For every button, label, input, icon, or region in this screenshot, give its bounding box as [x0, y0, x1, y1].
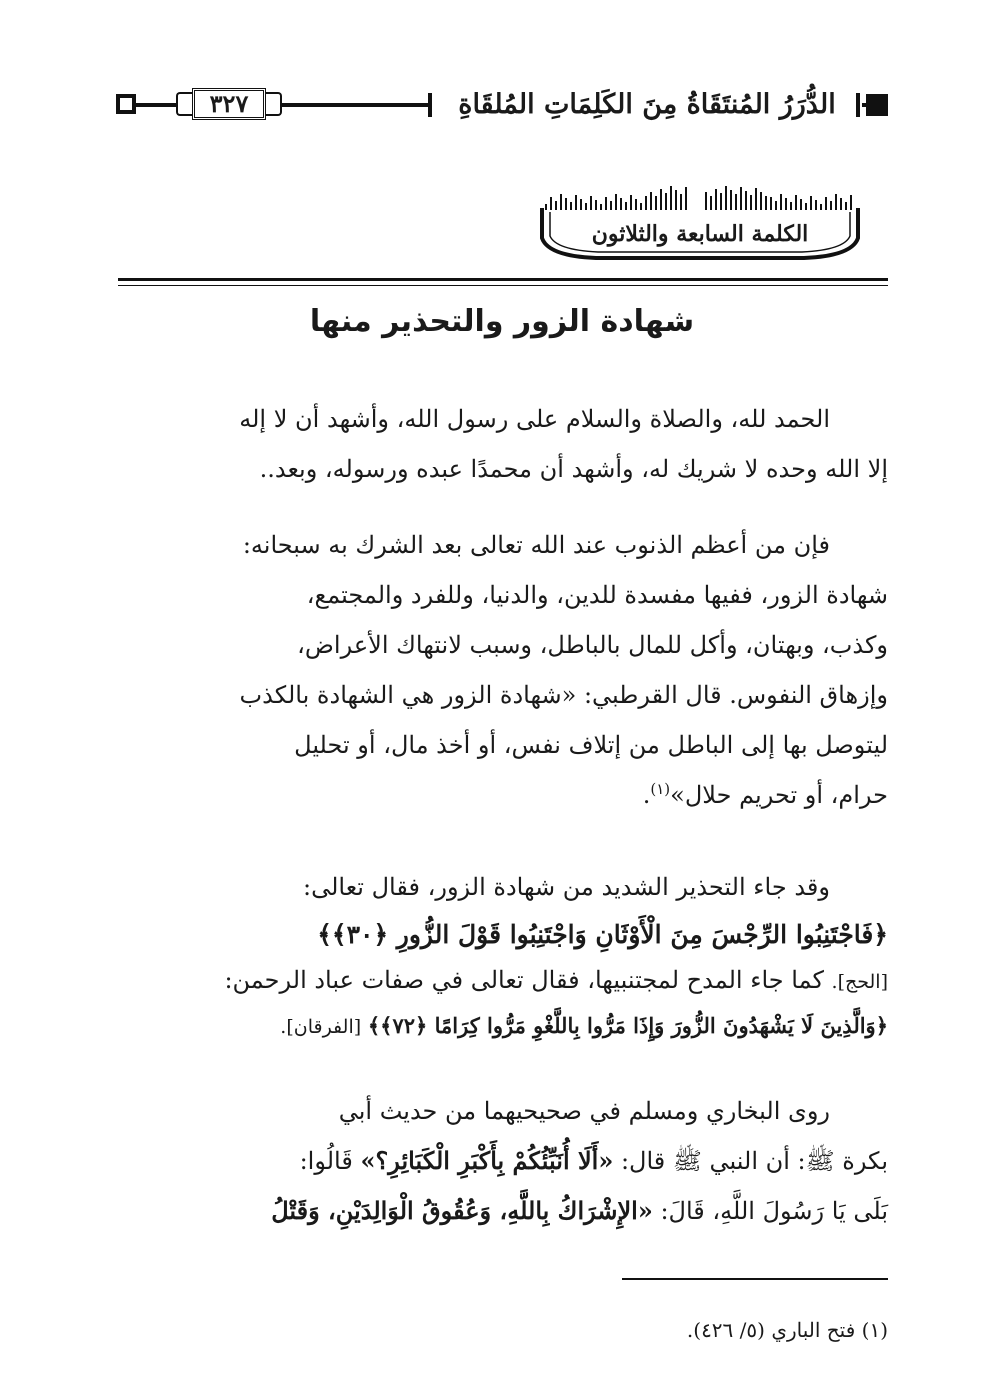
text-fragment: بكرة ﷺ: أن النبي ﷺ قال: [613, 1147, 888, 1175]
text-line: شهادة الزور، ففيها مفسدة للدين، والدنيا، وللفرد والمجتمع، [306, 581, 888, 609]
surah-reference: [الفرقان]. [280, 1016, 362, 1038]
text-line [118, 958, 888, 1004]
text-line [118, 1136, 888, 1186]
hadith-quote: «الإِشْرَاكُ بِاللَّهِ، وَعُقُوقُ الْوَالِدَيْنِ، وَقَتْلُ [271, 1196, 653, 1225]
paragraph-1 [118, 394, 888, 494]
text-line: روى البخاري ومسلم في صحيحيهما من حديث أبي [338, 1097, 830, 1125]
text-line: إلا الله وحده لا شريك له، وأشهد أن محمدًا عبده ورسوله، وبعد.. [259, 455, 888, 483]
header-square-outline-ornament [116, 94, 136, 114]
text-fragment: قَالُوا: [299, 1147, 361, 1175]
chapter-badge [536, 176, 864, 266]
running-header [116, 84, 888, 130]
text-line: ليتوصل بها إلى الباطل من إتلاف نفس، أو أخذ مال، أو تحليل [294, 731, 888, 759]
book-title: الدُّرَرُ المُنتَقَاةُ مِنَ الكَلِمَاتِ المُلقَاةِ [458, 89, 836, 120]
text-line [118, 1186, 888, 1236]
text-fragment: حرام، أو تحريم حلال» [670, 781, 888, 809]
text-fragment: كما جاء المدح لمجتنبيها، فقال تعالى في صفات عباد الرحمن: [224, 966, 824, 994]
text-line: الحمد لله، والصلاة والسلام على رسول الله، وأشهد أن لا إله [239, 405, 830, 433]
quran-verse: ﴿فَاجْتَنِبُوا الرِّجْسَ مِنَ الْأَوْثَانِ وَاجْتَنِبُوا قَوْلَ الزُّورِ ﴿٣٠﴾﴾ [317, 920, 888, 949]
text-line [118, 1004, 888, 1049]
text-line [118, 770, 888, 820]
text-line: وإزهاق النفوس. قال القرطبي: «شهادة الزور هي الشهادة بالكذب [239, 681, 888, 709]
paragraph-3 [118, 862, 888, 1049]
paragraph-4 [118, 1086, 888, 1236]
page-number: ٣٢٧ [209, 89, 249, 118]
section-divider-thin [118, 285, 888, 286]
footnote-rule [622, 1278, 888, 1280]
text-line: وكذب، وبهتان، وأكل للمال بالباطل، وسبب لانتهاك الأعراض، [297, 631, 888, 659]
paragraph-2 [118, 520, 888, 820]
header-tick [856, 93, 860, 117]
text-line: فإن من أعظم الذنوب عند الله تعالى بعد الشرك به سبحانه: [242, 531, 830, 559]
footnote-marker: (١) [650, 780, 671, 798]
hadith-quote: «أَلَا أُنَبِّئُكُمْ بِأَكْبَرِ الْكَبَائِرِ؟» [360, 1146, 614, 1175]
header-tick [428, 93, 432, 117]
quran-verse: ﴿وَالَّذِينَ لَا يَشْهَدُونَ الزُّورَ وَإِذَا مَرُّوا بِاللَّغْوِ مَرُّوا كِرَامًا ﴿٧٢﴾﴾ [367, 1013, 888, 1038]
chapter-label: الكلمة السابعة والثلاثون [591, 221, 809, 247]
footnote: (١) فتح الباري (٥/ ٤٢٦). [686, 1318, 888, 1342]
text-fragment: . [642, 781, 651, 809]
page-title: شهادة الزور والتحذير منها [309, 304, 695, 339]
header-square-solid-ornament [866, 94, 888, 116]
frame-ornament-right [266, 92, 282, 116]
frame-ornament-left [176, 92, 192, 116]
header-rule [282, 103, 428, 107]
surah-reference: [الحج]. [831, 971, 888, 993]
text-fragment: بَلَى يَا رَسُولَ اللَّهِ، قَالَ: [652, 1197, 888, 1225]
section-divider-thick [118, 278, 888, 281]
text-line: وقد جاء التحذير الشديد من شهادة الزور، فقال تعالى: [303, 873, 830, 901]
header-rule [136, 103, 176, 107]
page-number-frame [176, 84, 282, 126]
